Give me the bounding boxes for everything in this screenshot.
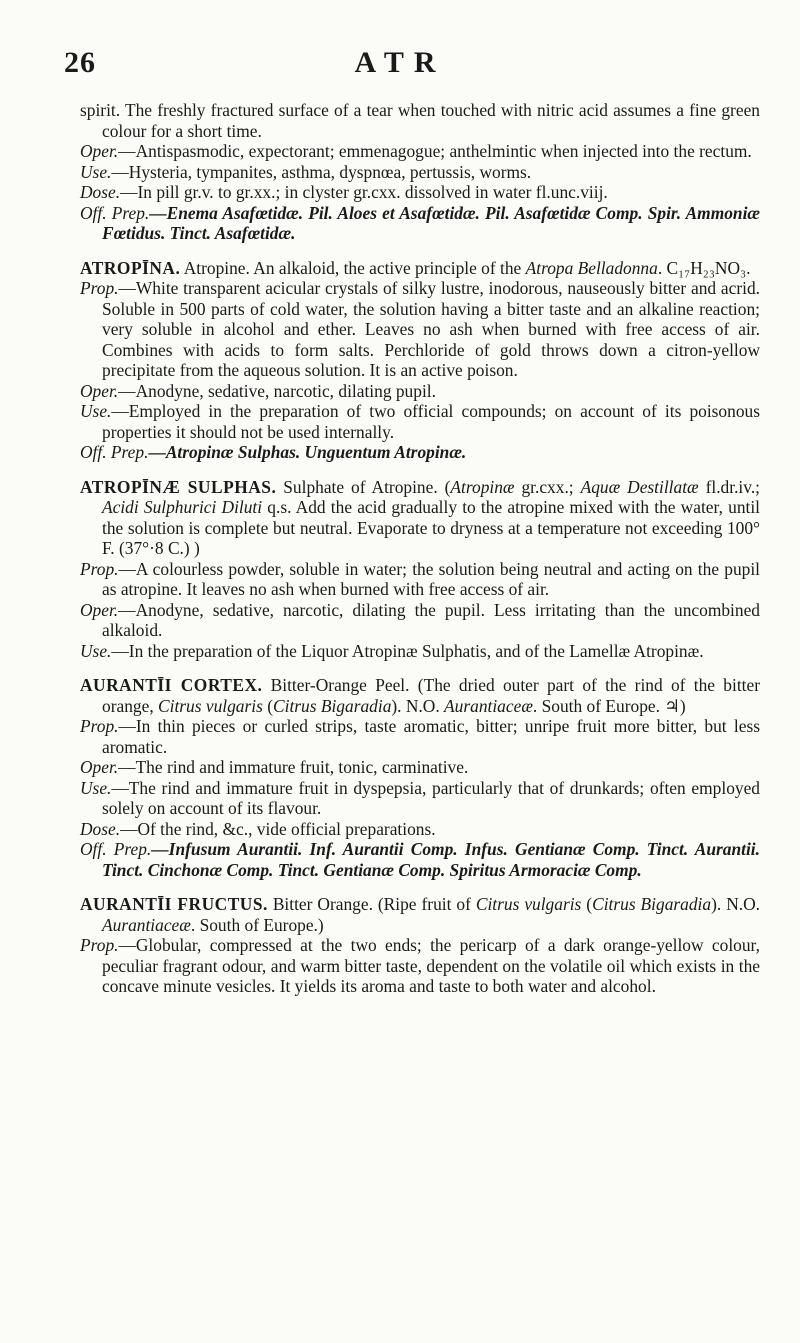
prop-label: Prop. [80,278,119,298]
entry-text: . South of Europe. ♃) [532,695,686,716]
use-text: —Employed in the preparation of two official compounds; on account of its poisonous properties it should not be used internally. [102,401,760,442]
oper-label: Oper. [80,599,119,620]
use-label: Use. [80,640,112,661]
off-prep-label: Off. Prep. [80,442,149,462]
dose-text: —In pill gr.v. to gr.xx.; in clyster gr.cxx. dissolved in water fl.unc.viij. [120,182,608,202]
page-body [80,100,760,997]
entry-text: Sulphate of Atropine. ( [276,476,451,497]
oper-text: —Anodyne, sedative, narcotic, dilating the pupil. Less irritating than the uncombined alkaloid. [102,599,760,640]
entry-atropinae-sulphas [80,477,760,559]
entry-atropina [80,258,760,279]
off-prep-text: —Atropinæ Sulphas. Unguentum Atropinæ. [148,442,467,462]
off-prep-paragraph [80,203,760,244]
use-text: —In the preparation of the Liquor Atropinæ Sulphatis, and of the Lamellæ Atropinæ. [111,640,704,661]
entry-text: . South of Europe.) [190,914,324,935]
entry-text: ( [581,894,593,914]
prop-paragraph [80,716,760,757]
italic-term: Aurantiaceæ [444,695,533,716]
use-label: Use. [80,401,112,421]
italic-term: Aurantiaceæ [102,914,191,935]
use-label: Use. [80,777,112,798]
entry-text: Atropine. An alkaloid, the active principle of the [180,257,526,278]
use-text: —The rind and immature fruit in dyspepsia, particularly that of drunkards; often employed solely on account of its flavour. [102,777,760,818]
off-prep-paragraph [80,839,760,880]
entry-text: Bitter Orange. (Ripe fruit of [267,894,476,914]
prop-label: Prop. [80,716,119,736]
prop-text: —White transparent acicular crystals of silky lustre, inodorous, nauseously bitter and acrid. Soluble in 500 parts of cold water, the solution having a bitter taste and an alkaline reaction; very soluble in alcohol and ether. Leaves no ash when burned with free access of air. Combines with acids to form salts. Perchloride of gold throws down a citron-yellow precipitate from the aqueous solution. It is an active poison. [102,278,760,380]
chemical-formula: . C₁₇H₂₃NO₃. [657,257,751,278]
dose-paragraph [80,182,760,203]
entry-aurantii-fructus [80,894,760,935]
prop-text: —Globular, compressed at the two ends; the pericarp of a dark orange-yellow colour, peculiar fragrant odour, and warm bitter taste, dependent on the volatile oil which exists in the concave minute vesicles. It yields its aroma and taste to both water and alcohol. [102,935,760,996]
page-number: 26 [64,46,96,79]
entry-text: Bitter-Orange Peel. (The dried outer part of the rind of the bitter orange, [102,675,760,716]
oper-text: —Antispasmodic, expectorant; emmenagogue; anthelmintic when injected into the rectum. [118,141,752,161]
italic-term: Citrus Bigaradia [592,894,712,914]
entry-text: fl.dr.iv.; [698,476,761,497]
continued-paragraph: spirit. The freshly fractured surface of a tear when touched with nitric acid assumes a fine green colour for a short time. [80,100,760,141]
use-label: Use. [80,161,112,182]
headword: AURANTĪI CORTEX. [80,675,263,695]
oper-paragraph [80,600,760,641]
entry-text: ). N.O. [711,894,761,914]
oper-text: —The rind and immature fruit, tonic, carminative. [118,757,469,777]
use-paragraph [80,641,760,662]
oper-label: Oper. [80,141,119,161]
dose-paragraph [80,819,760,840]
headword: ATROPĪNA. [80,257,181,278]
off-prep-text: —Infusum Aurantii. Inf. Aurantii Comp. Infus. Gentianæ Comp. Tinct. Aurantii. Tinct. Cinchonæ Comp. Tinct. Gentianæ Comp. Spiritus Armoraciæ Comp. [102,839,760,880]
use-paragraph [80,778,760,819]
italic-term: Citrus Bigaradia [273,695,392,716]
off-prep-label: Off. Prep. [80,839,152,859]
prop-paragraph [80,935,760,997]
dose-text: —Of the rind, &c., vide official preparations. [120,818,436,839]
headword: ATROPĪNÆ SULPHAS. [80,476,277,497]
dose-label: Dose. [80,818,121,839]
prop-paragraph [80,559,760,600]
off-prep-paragraph [80,442,760,463]
dose-label: Dose. [80,182,121,202]
species-name: Atropa Belladonna [525,257,658,278]
oper-paragraph [80,381,760,402]
use-paragraph [80,401,760,442]
oper-text: —Anodyne, sedative, narcotic, dilating pupil. [118,380,436,401]
italic-term: Atropinæ [450,476,515,497]
page-header [64,46,736,86]
entry-text: gr.cxx.; [514,476,581,497]
italic-term: Aquæ Destillatæ [580,476,699,497]
oper-paragraph [80,141,760,162]
off-prep-label: Off. Prep. [80,202,150,223]
italic-term: Citrus vulgaris [475,894,582,914]
entry-text: ( [262,695,274,716]
oper-label: Oper. [80,380,119,401]
entry-text: q.s. Add the acid gradually to the atropine mixed with the water, until the solution is complete but neutral. Evaporate to dryness at a temperature not exceeding 100° F. (37°·8 C.) ) [102,497,761,558]
prop-text: —A colourless powder, soluble in water; the solution being neutral and acting on the pupil as atropine. It leaves no ash when burned with free access of air. [102,558,760,599]
prop-label: Prop. [80,558,119,579]
use-text: —Hysteria, tympanites, asthma, dyspnœa, pertussis, worms. [111,161,532,182]
running-head: ATR [354,46,446,79]
prop-text: —In thin pieces or curled strips, taste aromatic, bitter; unripe fruit more bitter, but less aromatic. [102,716,760,757]
oper-paragraph [80,757,760,778]
entry-aurantii-cortex [80,675,760,716]
oper-label: Oper. [80,757,119,777]
use-paragraph [80,162,760,183]
italic-term: Acidi Sulphurici Diluti [102,497,263,517]
off-prep-text: —Enema Asafœtidæ. Pil. Aloes et Asafœtidæ. Pil. Asafœtidæ Comp. Spir. Ammoniæ Fœtidus. Tinct. Asafœtidæ. [102,202,760,243]
entry-text: ). N.O. [391,695,445,716]
prop-paragraph [80,278,760,381]
italic-term: Citrus vulgaris [158,695,263,716]
headword: AURANTĪI FRUCTUS. [80,894,268,914]
prop-label: Prop. [80,935,119,955]
